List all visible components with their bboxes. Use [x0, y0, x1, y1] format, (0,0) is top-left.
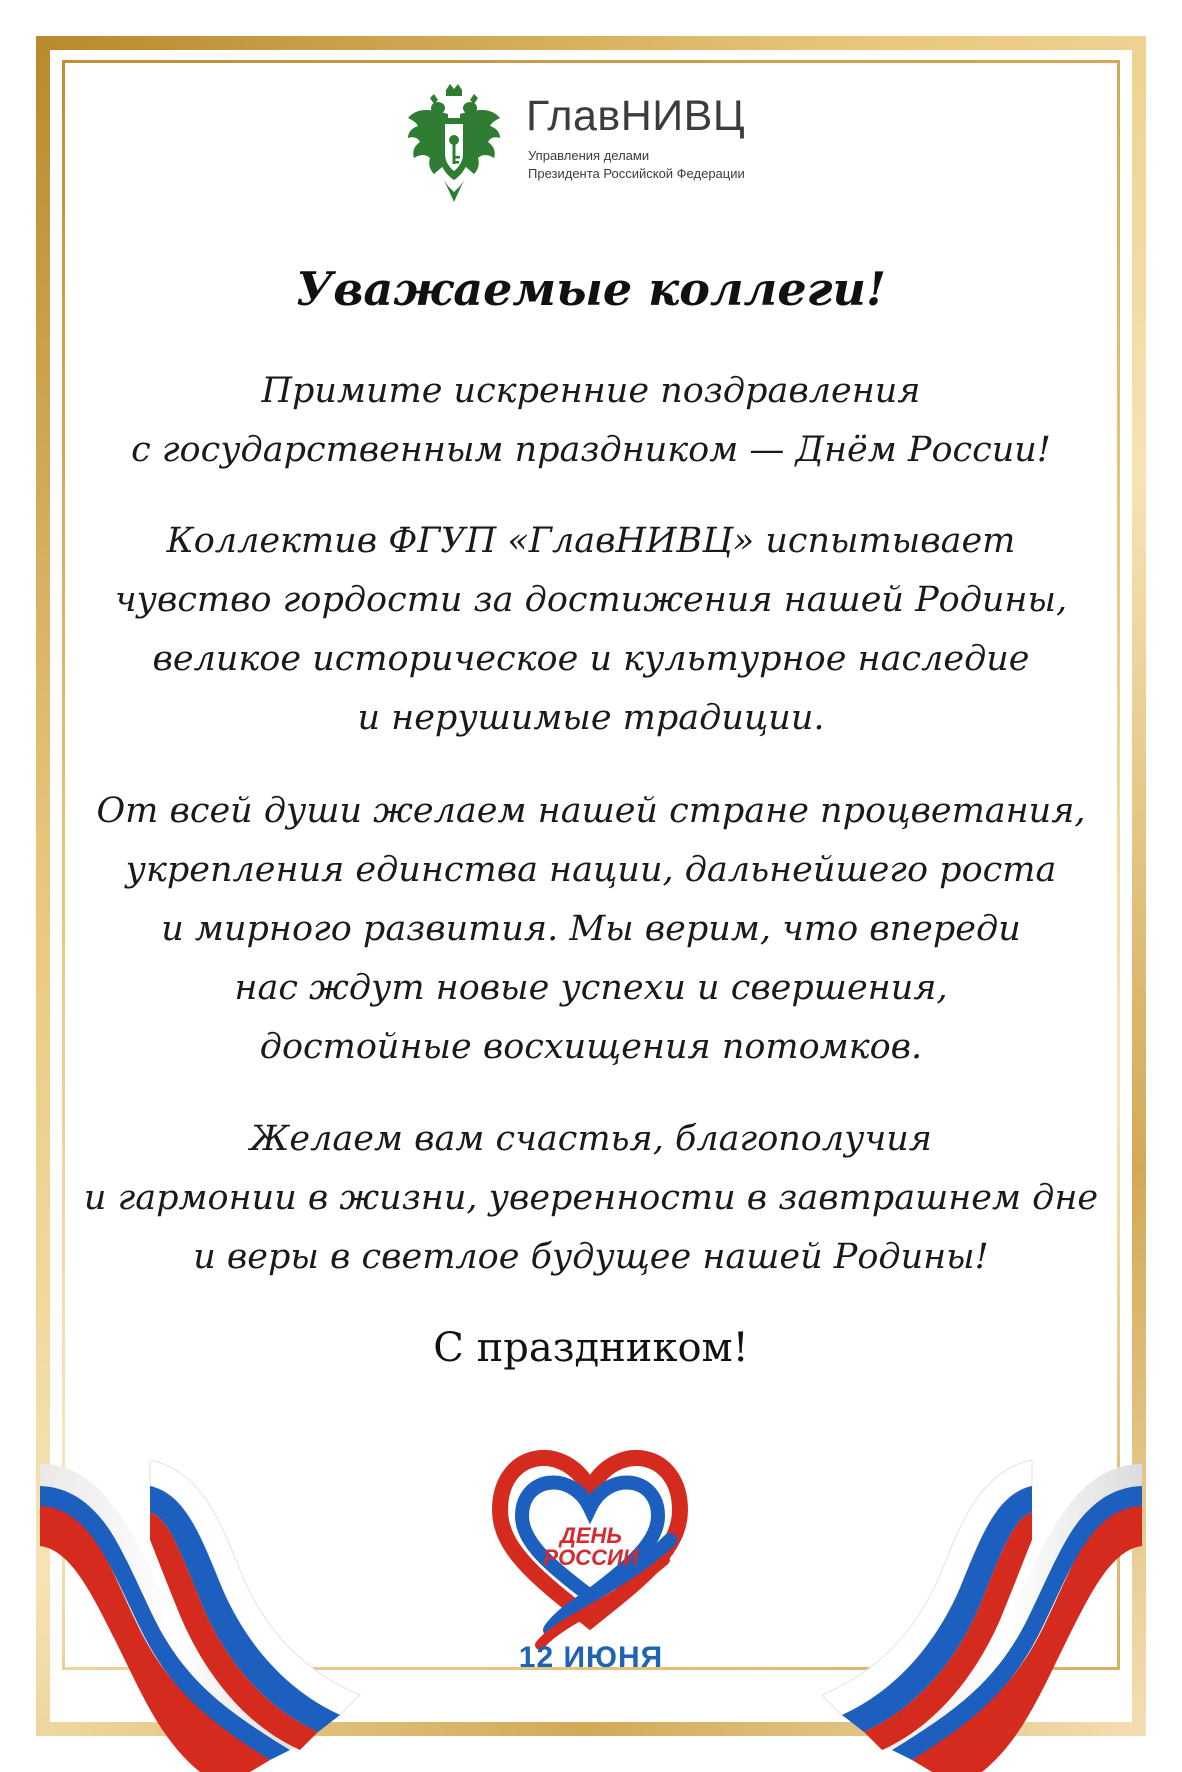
text-line: чувство гордости за достижения нашей Родины, — [114, 580, 1068, 620]
right-ribbon — [822, 1460, 1142, 1772]
text-line: Примите искренние поздравления — [261, 371, 921, 411]
closing-line: С праздником! — [433, 1325, 749, 1371]
text-line: укрепления единства нации, дальнейшего роста — [125, 850, 1057, 890]
text-line: и мирного развития. Мы верим, что впереди — [161, 909, 1021, 949]
paragraph-wishes-personal — [70, 1110, 1112, 1287]
paragraph-greeting — [70, 362, 1112, 480]
letter-title: Уважаемые коллеги! — [295, 262, 887, 316]
text-line: и веры в светлое будущее нашей Родины! — [193, 1237, 989, 1277]
text-line: великое историческое и культурное наследие — [152, 639, 1030, 679]
brand-subtitle-line2: Президента Российской Федерации — [528, 166, 745, 181]
paragraph-pride — [70, 512, 1112, 748]
left-ribbon — [40, 1460, 360, 1772]
text-line: нас ждут новые успехи и свершения, — [234, 968, 948, 1008]
holiday-date: 12 ИЮНЯ — [518, 1641, 664, 1674]
brand-subtitle-line1: Управления делами — [528, 148, 650, 163]
brand-name: ГлавНИВЦ — [526, 92, 746, 140]
text-line: с государственным праздником — Днём России! — [131, 430, 1051, 470]
glavnivc-logo — [404, 84, 784, 204]
text-line: Коллектив ФГУП «ГлавНИВЦ» испытывает — [166, 521, 1016, 561]
text-line: Желаем вам счастья, благополучия — [250, 1119, 932, 1159]
text-line: От всей души желаем нашей стране процветания, — [96, 791, 1086, 831]
text-line: и нерушимые традиции. — [357, 698, 825, 738]
paragraph-wishes-country — [70, 782, 1112, 1077]
eagle-emblem-icon — [404, 84, 504, 204]
day-logo-line1: ДЕНЬ — [559, 1523, 623, 1548]
text-line: и гармонии в жизни, уверенности в завтрашнем дне — [83, 1178, 1099, 1218]
day-logo-text — [0, 1525, 1182, 1569]
day-logo-line2: РОССИИ — [543, 1545, 639, 1570]
text-line: достойные восхищения потомков. — [259, 1027, 923, 1067]
